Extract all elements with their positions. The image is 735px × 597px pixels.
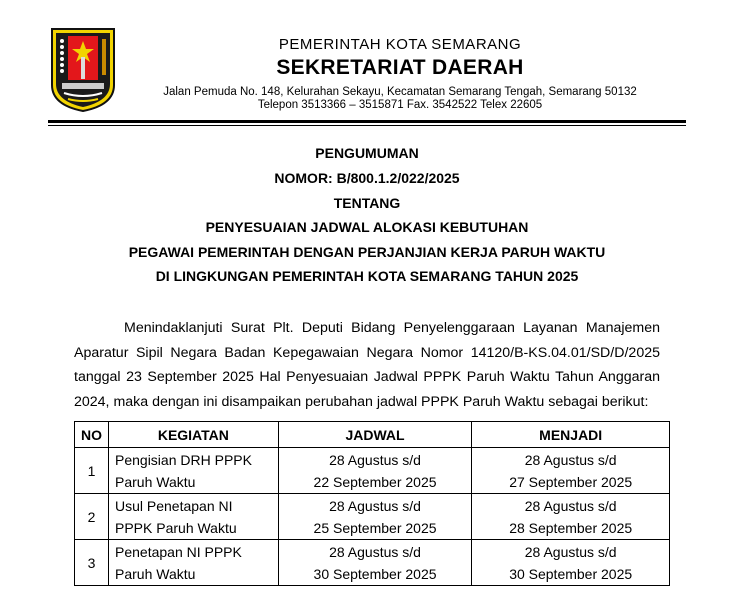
header-jadwal: JADWAL (278, 422, 472, 448)
row-kegiatan: Penetapan NI PPPK Paruh Waktu (109, 540, 279, 586)
row-jadwal (278, 540, 472, 586)
announcement-subject-1: PENYESUAIAN JADWAL ALOKASI KEBUTUHAN (205, 219, 529, 235)
header-menjadi: MENJADI (472, 422, 670, 448)
table-row (75, 540, 670, 586)
table-row (75, 494, 670, 540)
letterhead-divider (48, 120, 686, 123)
header-kegiatan: KEGIATAN (109, 422, 279, 448)
row-kegiatan: Pengisian DRH PPPK Paruh Waktu (109, 448, 279, 494)
letterhead-office: SEKRETARIAT DAERAH (276, 56, 524, 79)
letterhead-phone: Telepon 3513366 – 3515871 Fax. 3542522 Telex 22605 (257, 99, 543, 111)
menjadi-end: 27 September 2025 (509, 473, 633, 490)
schedule-table (74, 421, 670, 586)
jadwal-start: 28 Agustus s/d (329, 543, 421, 560)
jadwal-end: 30 September 2025 (313, 565, 437, 582)
letterhead-government: PEMERINTAH KOTA SEMARANG (278, 36, 522, 53)
jadwal-end: 22 September 2025 (313, 473, 437, 490)
row-jadwal (278, 494, 472, 540)
row-no: 2 (75, 494, 109, 540)
menjadi-end: 30 September 2025 (509, 565, 633, 582)
body-paragraph: Menindaklanjuti Surat Plt. Deputi Bidang Penyelenggaraan Layanan Manajemen Aparatur Sipil Negara Badan Kepegawaian Negara Nomor 14120/B-KS.04.01/SD/D/2025 tanggal 23 September 2025 Hal Penyesuaian Jadwal PPPK Paruh Waktu Tahun Anggaran 2024, maka dengan ini disampaikan perubahan jadwal PPPK Paruh Waktu sebagai berikut: (74, 320, 660, 410)
menjadi-start: 28 Agustus s/d (524, 497, 617, 514)
row-menjadi (472, 540, 670, 586)
menjadi-end: 28 September 2025 (509, 519, 633, 536)
jadwal-start: 28 Agustus s/d (329, 451, 421, 468)
row-no: 3 (75, 540, 109, 586)
jadwal-start: 28 Agustus s/d (329, 497, 421, 514)
menjadi-start: 28 Agustus s/d (524, 451, 617, 468)
announcement-subject-3: DI LINGKUNGAN PEMERINTAH KOTA SEMARANG TAHUN 2025 (155, 268, 579, 284)
menjadi-start: 28 Agustus s/d (524, 543, 617, 560)
announcement-about: TENTANG (333, 195, 401, 211)
row-kegiatan: Usul Penetapan NI PPPK Paruh Waktu (109, 494, 279, 540)
row-no: 1 (75, 448, 109, 494)
jadwal-end: 25 September 2025 (313, 519, 437, 536)
announcement-heading: PENGUMUMAN (315, 145, 419, 161)
table-row (75, 448, 670, 494)
row-menjadi (472, 448, 670, 494)
letterhead-address: Jalan Pemuda No. 148, Kelurahan Sekayu, Kecamatan Semarang Tengah, Semarang 50132 (163, 86, 637, 98)
table-header-row (75, 422, 670, 448)
semarang-coat-of-arms-logo (50, 27, 116, 113)
announcement-number: NOMOR: B/800.1.2/022/2025 (274, 170, 460, 186)
row-menjadi (472, 494, 670, 540)
header-no: NO (75, 422, 109, 448)
announcement-subject-2: PEGAWAI PEMERINTAH DENGAN PERJANJIAN KERJA PARUH WAKTU (128, 244, 606, 260)
row-jadwal (278, 448, 472, 494)
letterhead-divider-thin (48, 125, 686, 126)
